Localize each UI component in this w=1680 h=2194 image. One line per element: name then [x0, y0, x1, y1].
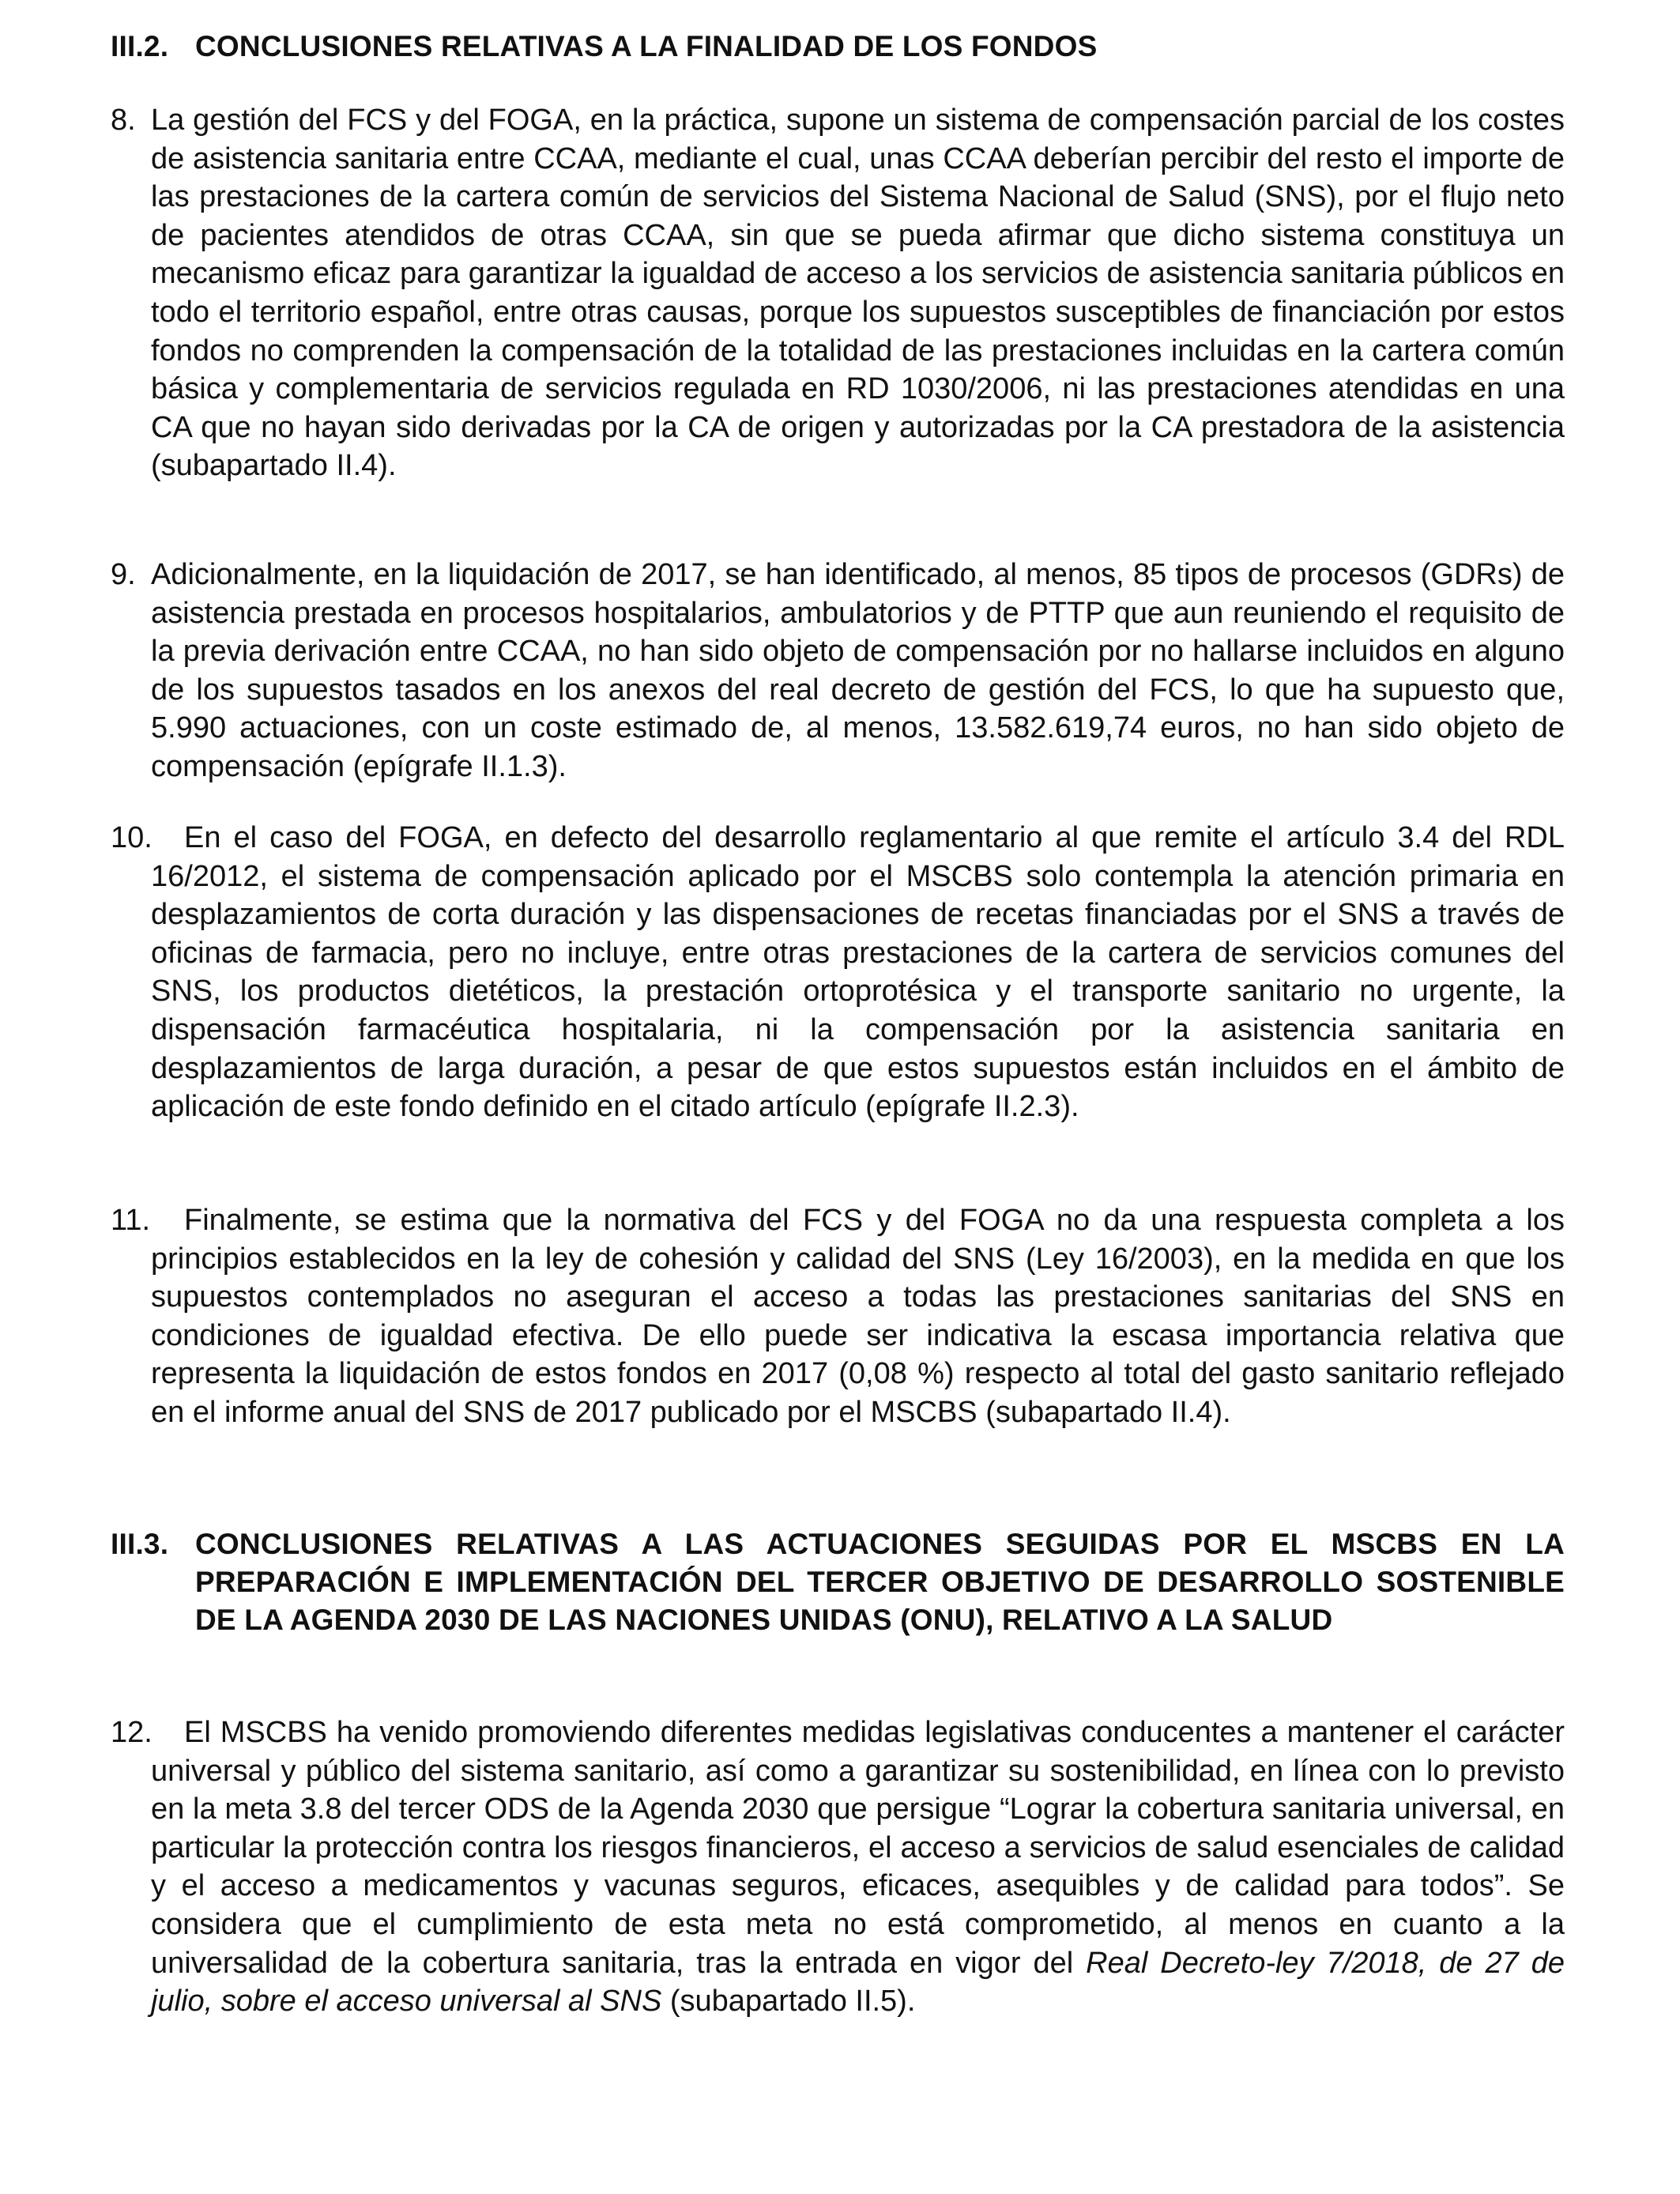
paragraph-text: En el caso del FOGA, en defecto del desarrollo reglamentario al que remite el artículo 3.4 del RDL 16/2012, el sistema de compensación aplicado por el MSCBS solo contempla la atención primaria en desplazamientos de corta duración y las dispensaciones de recetas financiadas por el SNS a través de oficinas de farmacia, pero no incluye, entre otras prestaciones de la cartera de servicios comunes del SNS, los productos dietéticos, la prestación ortoprotésica y el transporte sanitario no urgente, la dispensación farmacéutica hospitalaria, ni la compensación por la asistencia sanitaria en desplazamientos de larga duración, a pesar de que estos supuestos están incluidos en el ámbito de aplicación de este fondo definido en el citado artículo (epígrafe II.2.3). — [151, 821, 1565, 1124]
paragraph-text: Finalmente, se estima que la normativa del FCS y del FOGA no da una respuesta completa a los principios establecidos en la ley de cohesión y calidad del SNS (Ley 16/2003), en la medida en que los supuestos contemplados no aseguran el acceso a todas las prestaciones sanitarias del SNS en condiciones de igualdad efectiva. De ello puede ser indicativa la escasa importancia relativa que representa la liquidación de estos fondos en 2017 (0,08 %) respecto al total del gasto sanitario reflejado en el informe anual del SNS de 2017 publicado por el MSCBS (subapartado II.4). — [151, 1204, 1565, 1429]
paragraph-text: La gestión del FCS y del FOGA, en la práctica, supone un sistema de compensación parcial de los costes de asistencia sanitaria entre CCAA, mediante el cual, unas CCAA deberían percibir del resto el importe de las prestaciones de la cartera común de servicios del Sistema Nacional de Salud (SNS), por el flujo neto de pacientes atendidos de otras CCAA, sin que se pueda afirmar que dicho sistema constituya un mecanismo eficaz para garantizar la igualdad de acceso a los servicios de asistencia sanitaria públicos en todo el territorio español, entre otras causas, porque los supuestos susceptibles de financiación por estos fondos no comprenden la compensación de la totalidad de las prestaciones incluidas en la cartera común básica y complementaria de servicios regulada en RD 1030/2006, ni las prestaciones atendidas en una CA que no hayan sido derivadas por la CA de origen y autorizadas por la CA prestadora de la asistencia (subapartado II.4). — [151, 104, 1565, 483]
paragraph-number: 12. — [111, 1716, 153, 1749]
conclusion-paragraph-10 — [111, 819, 1565, 1126]
section-number: III.2. — [111, 30, 169, 62]
paragraph-number: 10. — [111, 821, 153, 854]
section-title: CONCLUSIONES RELATIVAS A LAS ACTUACIONES SEGUIDAS POR EL MSCBS EN LA PREPARACIÓN E IMPLEMENTACIÓN DEL TERCER OBJETIVO DE DESARROLLO SOSTENIBLE DE LA AGENDA 2030 DE LAS NACIONES UNIDAS (ONU), RELATIVO A LA SALUD — [195, 1528, 1565, 1636]
paragraph-text-after: (subapartado II.5). — [661, 1985, 916, 2019]
section-title: CONCLUSIONES RELATIVAS A LA FINALIDAD DE LOS FONDOS — [195, 30, 1098, 62]
legal-reference-italic: Real Decreto-ley 7/2018, de 27 de julio, sobre el acceso universal al SNS — [151, 1946, 1565, 2019]
section-number: III.3. — [111, 1528, 169, 1560]
conclusion-paragraph-11 — [111, 1201, 1565, 1432]
conclusion-paragraph-8 — [111, 101, 1565, 485]
paragraph-number: 8. — [111, 104, 136, 137]
conclusion-paragraph-12 — [111, 1713, 1565, 2021]
paragraph-text-before: El MSCBS ha venido promoviendo diferentes medidas legislativas conducentes a mantener el carácter universal y público del sistema sanitario, así como a garantizar su sostenibilidad, en línea con lo previsto en la meta 3.8 del tercer ODS de la Agenda 2030 que persigue “Lograr la cobertura sanitaria universal, en particular la protección contra los riesgos financieros, el acceso a servicios de salud esenciales de calidad y el acceso a medicamentos y vacunas seguros, eficaces, asequibles y de calidad para todos”. Se considera que el cumplimiento de esta meta no está comprometido, al menos en cuanto a la universalidad de la cobertura sanitaria, tras la entrada en vigor del — [151, 1716, 1565, 1980]
paragraph-number: 9. — [111, 558, 136, 591]
conclusion-paragraph-9 — [111, 556, 1565, 786]
paragraph-text — [151, 1713, 1565, 2021]
section-heading-iii-3 — [111, 1525, 1565, 1639]
paragraph-number: 11. — [111, 1204, 151, 1237]
paragraph-text: Adicionalmente, en la liquidación de 2017, se han identificado, al menos, 85 tipos de procesos (GDRs) de asistencia prestada en procesos hospitalarios, ambulatorios y de PTTP que aun reuniendo el requisito de la previa derivación entre CCAA, no han sido objeto de compensación por no hallarse incluidos en alguno de los supuestos tasados en los anexos del real decreto de gestión del FCS, lo que ha supuesto que, 5.990 actuaciones, con un coste estimado de, al menos, 13.582.619,74 euros, no han sido objeto de compensación (epígrafe II.1.3). — [151, 558, 1565, 783]
section-heading-iii-2 — [111, 28, 1565, 66]
